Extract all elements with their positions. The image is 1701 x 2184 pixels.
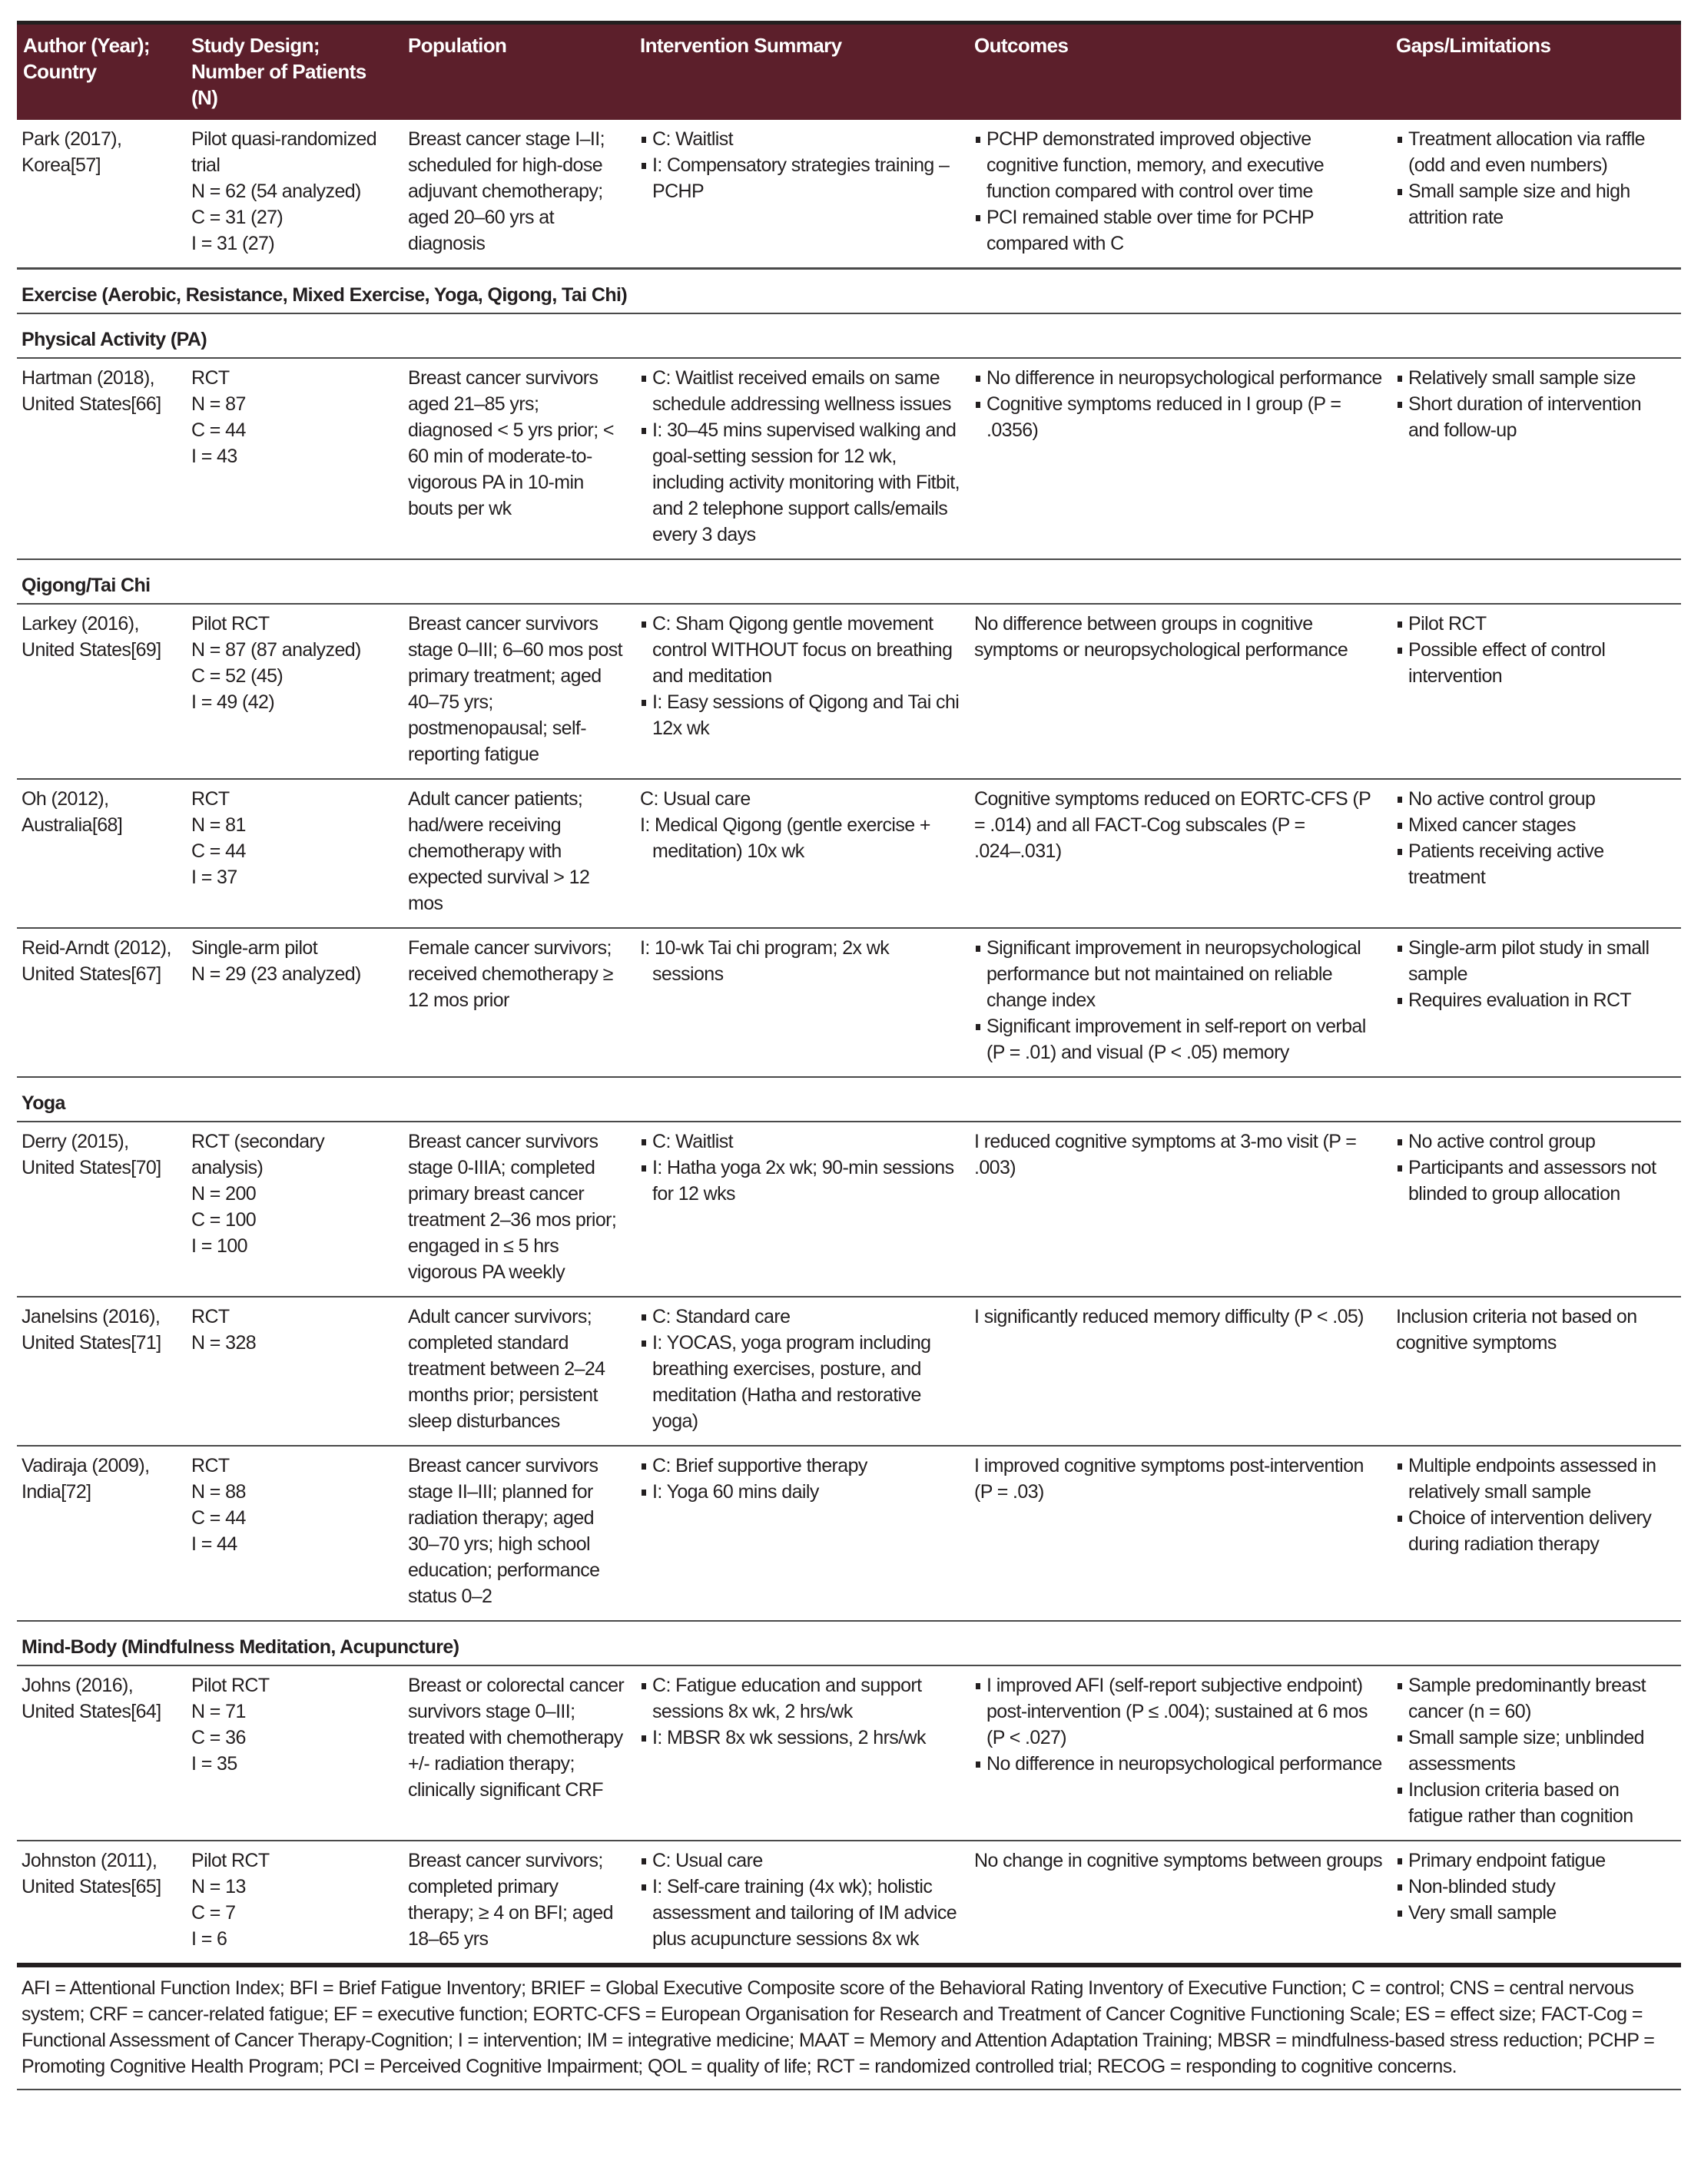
cell-population: Adult cancer survivors; completed standard treatment between 2–24 months prior; persistent sleep disturbances [408, 1306, 605, 1432]
bullet-item: No active control group [1396, 786, 1675, 812]
bullet-item: Requires evaluation in RCT [1396, 987, 1675, 1013]
bullet-item: I improved AFI (self-report subjective endpoint) post-intervention (P ≤ .004); sustained at 6 mos (P < .027) [974, 1672, 1384, 1751]
bullet-item: Primary endpoint fatigue [1396, 1848, 1675, 1874]
design-line: Pilot RCT [191, 1675, 270, 1696]
cell-author: Park (2017), Korea[57] [22, 128, 122, 176]
design-line: Pilot RCT [191, 1850, 270, 1871]
design-line: C = 31 (27) [191, 207, 284, 228]
cell-population: Breast or colorectal cancer survivors stage 0–III; treated with chemotherapy +/- radiation therapy; clinically significant CRF [408, 1675, 625, 1801]
design-line: Pilot RCT [191, 613, 270, 635]
design-line: N = 13 [191, 1876, 246, 1897]
header-population: Population [402, 23, 634, 121]
bullet-item: Relatively small sample size [1396, 365, 1675, 391]
table-row [17, 120, 1681, 269]
section-heading-row [17, 1621, 1681, 1665]
design-line: N = 71 [191, 1701, 246, 1722]
design-line: RCT [191, 367, 230, 389]
design-line: Pilot quasi-randomized trial [191, 128, 377, 176]
design-line: I = 31 (27) [191, 233, 275, 254]
bullet-item: Significant improvement in self-report on verbal (P = .01) and visual (P < .05) memory [974, 1013, 1384, 1065]
cell-gaps [1390, 1665, 1681, 1841]
bullet-item: Pilot RCT [1396, 611, 1675, 637]
cell-intervention [634, 1446, 968, 1621]
design-line: I = 6 [191, 1928, 227, 1950]
bullet-item: Single-arm pilot study in small sample [1396, 935, 1675, 987]
cell-author: Reid-Arndt (2012), United States[67] [22, 937, 171, 985]
bullet-item: I: Hatha yoga 2x wk; 90-min sessions for 12 wks [640, 1155, 962, 1207]
intervention-line: I: 10-wk Tai chi program; 2x wk sessions [640, 937, 890, 985]
cell-gaps [1390, 1446, 1681, 1621]
cell-intervention [634, 928, 968, 1077]
cell-intervention [634, 120, 968, 269]
bullet-item: Non-blinded study [1396, 1874, 1675, 1900]
header-design: Study Design; Number of Patients (N) [185, 23, 402, 121]
bullet-item: C: Fatigue education and support sessions 8x wk, 2 hrs/wk [640, 1672, 962, 1725]
bullet-item: I: Self-care training (4x wk); holistic assessment and tailoring of IM advice plus acupuncture sessions 8x wk [640, 1874, 962, 1952]
cell-author: Hartman (2018), United States[66] [22, 367, 161, 415]
cell-gaps [1390, 604, 1681, 779]
cell-design [185, 1297, 402, 1446]
cell-design [185, 1122, 402, 1297]
cell-outcomes [968, 1665, 1390, 1841]
table-row [17, 1446, 1681, 1621]
bullet-item: I: Yoga 60 mins daily [640, 1479, 962, 1505]
cell-design [185, 120, 402, 269]
cell-outcomes: I reduced cognitive symptoms at 3-mo visit (P = .003) [974, 1131, 1357, 1178]
table-row [17, 604, 1681, 779]
section-heading-row [17, 269, 1681, 314]
bullet-item: Choice of intervention delivery during radiation therapy [1396, 1505, 1675, 1557]
cell-outcomes: No difference between groups in cognitive symptoms or neuropsychological performance [974, 613, 1348, 661]
cell-design [185, 928, 402, 1077]
cell-population: Female cancer survivors; received chemotherapy ≥ 12 mos prior [408, 937, 613, 1011]
design-line: C = 52 (45) [191, 665, 284, 687]
bullet-item: Treatment allocation via raffle (odd and even numbers) [1396, 126, 1675, 178]
bullet-item: No difference in neuropsychological performance [974, 1751, 1384, 1777]
table-row [17, 779, 1681, 928]
cell-intervention [634, 1665, 968, 1841]
design-line: N = 88 [191, 1481, 246, 1503]
cell-intervention [634, 779, 968, 928]
bullet-item: Significant improvement in neuropsychological performance but not maintained on reliable change index [974, 935, 1384, 1013]
design-line: RCT [191, 1455, 230, 1476]
table-row [17, 1665, 1681, 1841]
design-line: N = 29 (23 analyzed) [191, 963, 361, 985]
subsection-heading-row [17, 1077, 1681, 1122]
cell-author: Vadiraja (2009), India[72] [22, 1455, 150, 1503]
intervention-line: C: Usual care [640, 788, 751, 810]
design-line: I = 43 [191, 446, 237, 467]
design-line: I = 100 [191, 1235, 247, 1257]
bullet-item: C: Waitlist received emails on same schedule addressing wellness issues [640, 365, 962, 417]
bullet-item: Short duration of intervention and follow-up [1396, 391, 1675, 443]
cell-design [185, 358, 402, 559]
cell-population: Breast cancer survivors; completed primary therapy; ≥ 4 on BFI; aged 18–65 yrs [408, 1850, 613, 1950]
design-line: C = 44 [191, 840, 246, 862]
cell-author: Johnston (2011), United States[65] [22, 1850, 161, 1897]
cell-population: Breast cancer survivors aged 21–85 yrs; diagnosed < 5 yrs prior; < 60 min of moderate-to-vigorous PA in 10-min bouts per wk [408, 367, 614, 519]
bullet-item: I: 30–45 mins supervised walking and goal-setting session for 12 wk, including activity monitoring with Fitbit, and 2 telephone support calls/emails every 3 days [640, 417, 962, 548]
cell-intervention [634, 1297, 968, 1446]
header-gaps: Gaps/Limitations [1390, 23, 1681, 121]
bullet-item: C: Waitlist [640, 1128, 962, 1155]
cell-outcomes [968, 358, 1390, 559]
cell-outcomes: I significantly reduced memory difficulty (P < .05) [974, 1306, 1364, 1327]
cell-gaps: Inclusion criteria not based on cognitive symptoms [1396, 1306, 1637, 1354]
cell-gaps [1390, 779, 1681, 928]
design-line: C = 100 [191, 1209, 257, 1231]
bullet-item: PCHP demonstrated improved objective cognitive function, memory, and executive function compared with control over time [974, 126, 1384, 204]
design-line: N = 328 [191, 1332, 257, 1354]
subsection-heading-row [17, 559, 1681, 604]
table-header [17, 23, 1681, 121]
cell-design [185, 604, 402, 779]
bullet-item: Multiple endpoints assessed in relatively small sample [1396, 1453, 1675, 1505]
bullet-item: Cognitive symptoms reduced in I group (P = .0356) [974, 391, 1384, 443]
design-line: C = 7 [191, 1902, 236, 1924]
design-line: I = 49 (42) [191, 691, 275, 713]
cell-population: Adult cancer patients; had/were receiving chemotherapy with expected survival > 12 mos [408, 788, 590, 914]
bullet-item: C: Waitlist [640, 126, 962, 152]
table-row [17, 1122, 1681, 1297]
design-line: N = 87 (87 analyzed) [191, 639, 361, 661]
design-line: N = 87 [191, 393, 246, 415]
design-line: C = 36 [191, 1727, 246, 1748]
cell-gaps [1390, 928, 1681, 1077]
bullet-item: C: Standard care [640, 1304, 962, 1330]
bullet-item: C: Sham Qigong gentle movement control WITHOUT focus on breathing and meditation [640, 611, 962, 689]
cell-gaps [1390, 1122, 1681, 1297]
table-row [17, 358, 1681, 559]
cell-author: Derry (2015), United States[70] [22, 1131, 161, 1178]
cell-outcomes: No change in cognitive symptoms between groups [974, 1850, 1383, 1871]
cell-gaps [1390, 358, 1681, 559]
cell-author: Johns (2016), United States[64] [22, 1675, 161, 1722]
header-outcomes: Outcomes [968, 23, 1390, 121]
table-row [17, 1297, 1681, 1446]
subsection-heading: Yoga [17, 1077, 1681, 1122]
subsection-heading: Qigong/Tai Chi [17, 559, 1681, 604]
bullet-item: Patients receiving active treatment [1396, 838, 1675, 890]
subsection-heading-row [17, 313, 1681, 358]
header-row [17, 23, 1681, 121]
bullet-item: Small sample size and high attrition rate [1396, 178, 1675, 230]
cell-population: Breast cancer stage I–II; scheduled for high-dose adjuvant chemotherapy; aged 20–60 yrs at diagnosis [408, 128, 605, 254]
design-line: RCT (secondary analysis) [191, 1131, 325, 1178]
table-body [17, 120, 1681, 1963]
bullet-item: C: Brief supportive therapy [640, 1453, 962, 1479]
design-line: N = 81 [191, 814, 246, 836]
bullet-item: Very small sample [1396, 1900, 1675, 1926]
bullet-item: PCI remained stable over time for PCHP compared with C [974, 204, 1384, 257]
table-row [17, 928, 1681, 1077]
cell-gaps [1390, 120, 1681, 269]
design-line: N = 62 (54 analyzed) [191, 181, 361, 202]
cell-intervention [634, 358, 968, 559]
bullet-item: No active control group [1396, 1128, 1675, 1155]
intervention-line: I: Medical Qigong (gentle exercise + meditation) 10x wk [640, 814, 930, 862]
evidence-table-page [17, 21, 1681, 2090]
cell-design [185, 1841, 402, 1963]
header-intervention: Intervention Summary [634, 23, 968, 121]
design-line: RCT [191, 788, 230, 810]
cell-intervention [634, 604, 968, 779]
cell-design [185, 1446, 402, 1621]
cell-intervention [634, 1122, 968, 1297]
bullet-item: Mixed cancer stages [1396, 812, 1675, 838]
bullet-item: Possible effect of control intervention [1396, 637, 1675, 689]
subsection-heading: Physical Activity (PA) [17, 313, 1681, 358]
cell-author: Oh (2012), Australia[68] [22, 788, 123, 836]
cell-population: Breast cancer survivors stage 0–III; 6–60 mos post primary treatment; aged 40–75 yrs; postmenopausal; self-reporting fatigue [408, 613, 623, 765]
bullet-item: I: Easy sessions of Qigong and Tai chi 12x wk [640, 689, 962, 741]
cell-population: Breast cancer survivors stage II–III; planned for radiation therapy; aged 30–70 yrs; high school education; performance status 0–2 [408, 1455, 600, 1607]
cell-author: Janelsins (2016), United States[71] [22, 1306, 161, 1354]
design-line: C = 44 [191, 1507, 246, 1529]
cell-population: Breast cancer survivors stage 0-IIIA; completed primary breast cancer treatment 2–36 mos prior; engaged in ≤ 5 hrs vigorous PA weekly [408, 1131, 617, 1283]
section-heading: Exercise (Aerobic, Resistance, Mixed Exercise, Yoga, Qigong, Tai Chi) [17, 269, 1681, 314]
design-line: N = 200 [191, 1183, 257, 1205]
cell-design [185, 1665, 402, 1841]
design-line: I = 35 [191, 1753, 237, 1775]
cell-outcomes: Cognitive symptoms reduced on EORTC-CFS (P = .014) and all FACT-Cog subscales (P = .024–.031) [974, 788, 1371, 862]
abbreviations-footnote: AFI = Attentional Function Index; BFI = Brief Fatigue Inventory; BRIEF = Global Executive Composite score of the Behavioral Rating Inventory of Executive Function; C = control; CNS = central nervous system; CRF = cancer-related fatigue; EF = executive function; EORTC-CFS = European Organisation for Research and Treatment of Cancer Cognitive Functioning Scale; ES = effect size; FACT-Cog = Functional Assessment of Cancer Therapy-Cognition; I = intervention; IM = integrative medicine; MAAT = Memory and Attention Adaptation Training; MBSR = mindfulness-based stress reduction; PCHP = Promoting Cognitive Health Program; PCI = Perceived Cognitive Impairment; QOL = quality of life; RCT = randomized controlled trial; RECOG = responding to cognitive concerns. [17, 1963, 1681, 2090]
bullet-item: C: Usual care [640, 1848, 962, 1874]
bullet-item: Participants and assessors not blinded to group allocation [1396, 1155, 1675, 1207]
cell-outcomes [968, 928, 1390, 1077]
design-line: I = 37 [191, 867, 237, 888]
section-heading: Mind-Body (Mindfulness Meditation, Acupuncture) [17, 1621, 1681, 1665]
bullet-item: I: Compensatory strategies training – PCHP [640, 152, 962, 204]
cell-intervention [634, 1841, 968, 1963]
table-row [17, 1841, 1681, 1963]
cell-outcomes: I improved cognitive symptoms post-intervention (P = .03) [974, 1455, 1364, 1503]
bullet-item: Sample predominantly breast cancer (n = 60) [1396, 1672, 1675, 1725]
cell-author: Larkey (2016), United States[69] [22, 613, 161, 661]
studies-table [17, 21, 1681, 1963]
header-author: Author (Year); Country [17, 23, 185, 121]
design-line: C = 44 [191, 419, 246, 441]
bullet-item: I: MBSR 8x wk sessions, 2 hrs/wk [640, 1725, 962, 1751]
cell-design [185, 779, 402, 928]
design-line: RCT [191, 1306, 230, 1327]
design-line: I = 44 [191, 1533, 237, 1555]
bullet-item: I: YOCAS, yoga program including breathing exercises, posture, and meditation (Hatha and restorative yoga) [640, 1330, 962, 1434]
cell-outcomes [968, 120, 1390, 269]
bullet-item: No difference in neuropsychological performance [974, 365, 1384, 391]
cell-gaps [1390, 1841, 1681, 1963]
bullet-item: Small sample size; unblinded assessments [1396, 1725, 1675, 1777]
design-line: Single-arm pilot [191, 937, 318, 959]
bullet-item: Inclusion criteria based on fatigue rather than cognition [1396, 1777, 1675, 1829]
